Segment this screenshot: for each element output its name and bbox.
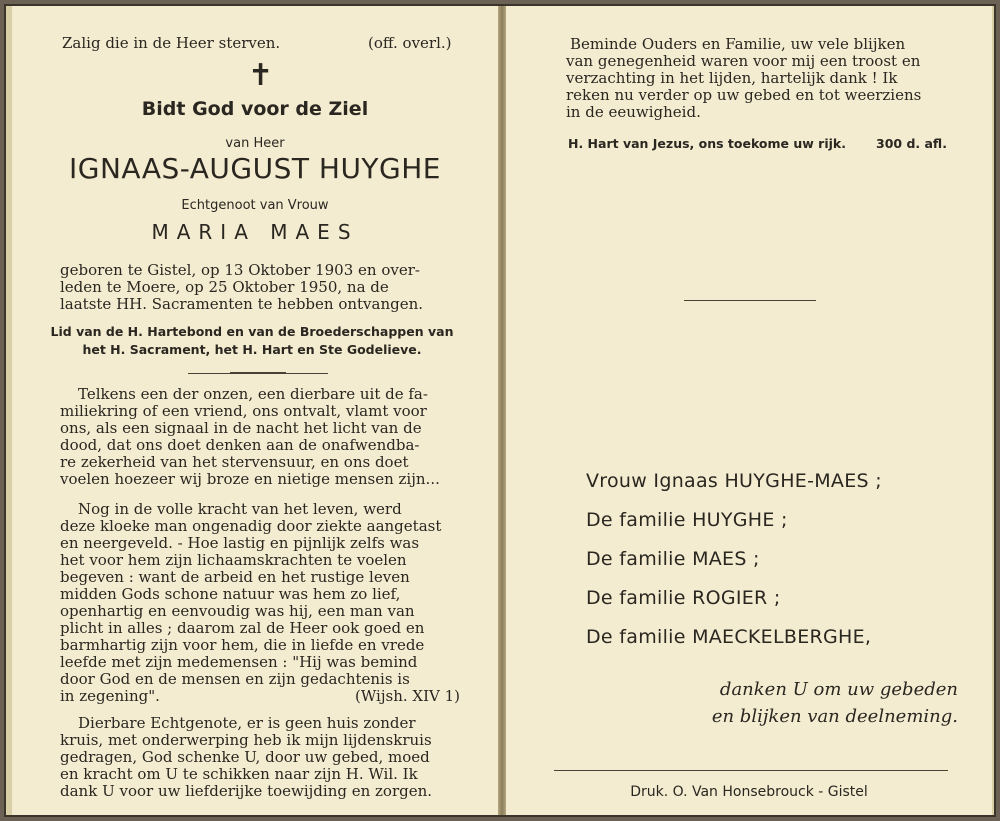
text-line: Nog in de volle kracht van het leven, werd [78, 500, 402, 518]
family-line-huyghe: De familie HUYGHE ; [586, 509, 788, 531]
memorial-card [4, 4, 996, 817]
footer-divider [554, 770, 948, 771]
beatitude-text: Zalig die in de Heer sterven. [62, 34, 281, 52]
text-line: kruis, met onderwerping heb ik mijn lijdenskruis [60, 731, 432, 749]
left-page [12, 6, 498, 815]
text-line: Lid van de H. Hartebond en van de Broederschappen van [50, 324, 454, 339]
text-line: ons, als een signaal in de nacht het licht van de [60, 419, 422, 437]
text-line: geboren te Gistel, op 13 Oktober 1903 en over- [60, 261, 420, 279]
text-line: leefde met zijn medemensen : "Hij was bemind [60, 653, 418, 671]
text-line: voelen hoezeer wij broze en nietige mensen zijn... [60, 470, 440, 488]
text-line: openhartig en eenvoudig was hij, een man van [60, 602, 415, 620]
text-line [60, 688, 460, 705]
paragraph-life [60, 501, 460, 705]
text-line: danken U om uw gebeden [719, 679, 958, 700]
text-line: en kracht om U te schikken naar zijn H. Wil. Ik [60, 765, 418, 783]
text-line: leden te Moere, op 25 Oktober 1950, na de [60, 278, 389, 296]
text-line: en blijken van deelneming. [711, 706, 958, 727]
quote-end: in zegening". [60, 687, 160, 705]
text-line: Telkens een der onzen, een dierbare uit de fa- [78, 385, 428, 403]
divider-accent [230, 372, 286, 374]
indulgence: 300 d. afl. [876, 136, 947, 151]
text-line: dank U voor uw liefderijke toewijding en zorgen. [60, 782, 433, 800]
family-line-maeckelberghe: De familie MAECKELBERGHE, [586, 626, 872, 648]
birth-death-info [60, 262, 460, 313]
text-line: plicht in alles ; daarom zal de Heer ook goed en [60, 619, 425, 637]
printer-credit: Druk. O. Van Honsebrouck - Gistel [630, 784, 868, 800]
family-line-maes: De familie MAES ; [586, 548, 760, 570]
van-heer-label: van Heer [225, 136, 285, 151]
divider [684, 300, 816, 301]
right-page [506, 6, 992, 815]
text-line: begeven : want de arbeid en het rustige leven [60, 568, 410, 586]
text-line: midden Gods schone natuur was hem zo lief, [60, 585, 401, 603]
gratitude-text [696, 676, 958, 730]
membership-info [42, 323, 462, 359]
text-line: verzachting in het lijden, hartelijk dank ! Ik [566, 69, 898, 87]
text-line: in de eeuwigheid. [566, 103, 701, 121]
text-line: barmhartig zijn voor hem, die in liefde en vrede [60, 636, 425, 654]
deceased-name: IGNAAS-AUGUST HUYGHE [69, 152, 441, 185]
scripture-reference: (Wijsh. XIV 1) [355, 687, 460, 705]
text-line: Beminde Ouders en Familie, uw vele blijken [570, 35, 906, 53]
card-fold [498, 6, 506, 815]
text-line: re zekerheid van het stervensuur, en ons doet [60, 453, 409, 471]
spouse-name: MARIA MAES [151, 220, 359, 244]
text-line: dood, dat ons doet denken aan de onafwendba- [60, 436, 420, 454]
text-line: van genegenheid waren voor mij een troost en [566, 52, 921, 70]
text-line: en neergeveld. - Hoe lastig en pijnlijk zelfs was [60, 534, 420, 552]
invocation: H. Hart van Jezus, ons toekome uw rijk. [568, 136, 846, 151]
family-line-widow: Vrouw Ignaas HUYGHE-MAES ; [586, 470, 882, 492]
text-line: laatste HH. Sacramenten te hebben ontvangen. [60, 295, 424, 313]
prayer-heading: Bidt God voor de Ziel [141, 98, 369, 120]
paragraph-thanks-family [566, 36, 948, 121]
text-line: het voor hem zijn lichaamskrachten te voelen [60, 551, 407, 569]
text-line: door God en de mensen en zijn gedachtenis is [60, 670, 410, 688]
paragraph-reflection [60, 386, 460, 488]
text-line: gedragen, God schenke U, door uw gebed, moed [60, 748, 430, 766]
text-line: Dierbare Echtgenote, er is geen huis zonder [78, 714, 416, 732]
spouse-of-label: Echtgenoot van Vrouw [181, 198, 329, 213]
text-line: deze kloeke man ongenadig door ziekte aangetast [60, 517, 442, 535]
family-line-rogier: De familie ROGIER ; [586, 587, 781, 609]
text-line: reken nu verder op uw gebed en tot weerziens [566, 86, 922, 104]
cross-icon: ✝ [248, 58, 274, 93]
text-line: miliekring of een vriend, ons ontvalt, vlamt voor [60, 402, 427, 420]
text-line: het H. Sacrament, het H. Hart en Ste Godelieve. [82, 342, 422, 357]
official-notice: (off. overl.) [368, 34, 452, 52]
paragraph-spouse [60, 715, 460, 800]
